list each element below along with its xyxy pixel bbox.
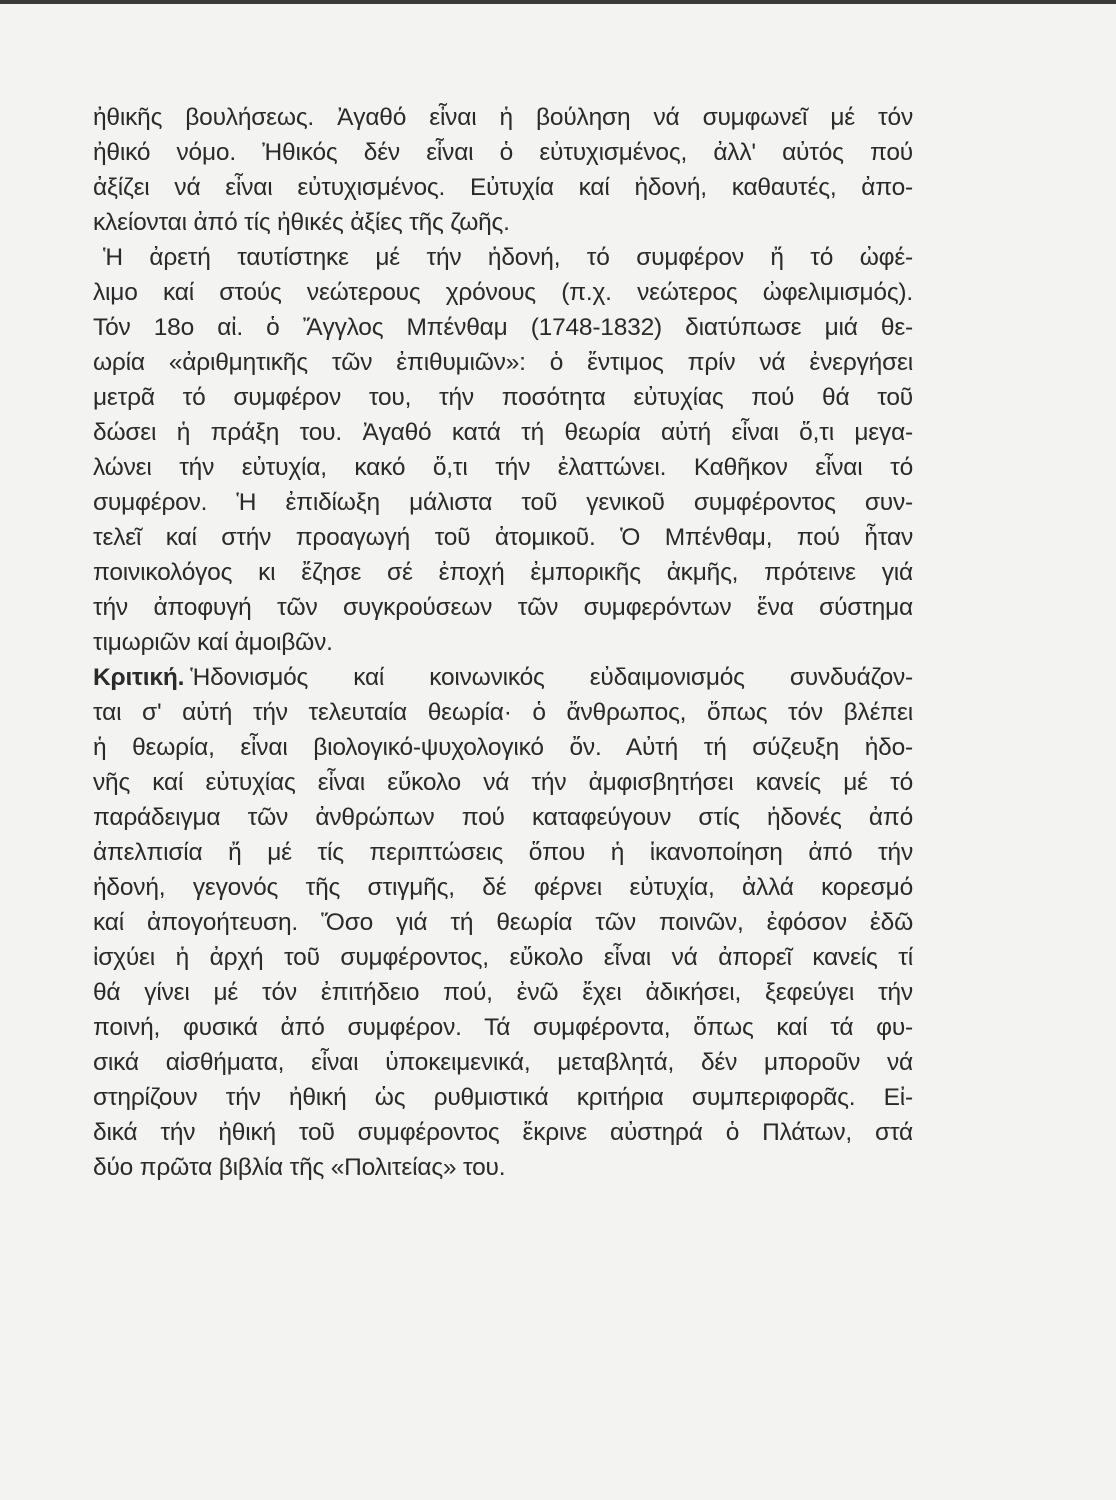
text-line: δικά τήν ἠθική τοῦ συμφέροντος ἔκρινε αὐστηρά ὁ Πλάτων, στά (93, 1119, 913, 1146)
body-text (93, 100, 913, 1185)
text-line: τήν ἀποφυγή τῶν συγκρούσεων τῶν συμφερόντων ἕνα σύστημα (93, 594, 913, 621)
text-line: θά γίνει μέ τόν ἐπιτήδειο πού, ἐνῶ ἔχει ἀδικήσει, ξεφεύγει τήν (93, 979, 913, 1006)
text-line: Τόν 18ο αἰ. ὁ Ἄγγλος Μπένθαμ (1748-1832) διατύπωσε μιά θε- (93, 314, 913, 341)
text-line: ἀξίζει νά εἶναι εὐτυχισμένος. Εὐτυχία καί ἡδονή, καθαυτές, ἀπο- (93, 174, 913, 201)
text-line: λιμο καί στούς νεώτερους χρόνους (π.χ. νεώτερος ὠφελιμισμός). (93, 279, 913, 306)
text-line: σικά αἰσθήματα, εἶναι ὑποκειμενικά, μεταβλητά, δέν μποροῦν νά (93, 1049, 913, 1076)
text-line: νῆς καί εὐτυχίας εἶναι εὔκολο νά τήν ἀμφισβητήσει κανείς μέ τό (93, 769, 913, 796)
text-line: Ἡ ἀρετή ταυτίστηκε μέ τήν ἡδονή, τό συμφέρον ἤ τό ὠφέ- (103, 244, 913, 271)
text-line-content: Ἡδονισμός καί κοινωνικός εὐδαιμονισμός συνδυάζον- (190, 664, 913, 691)
text-line: τιμωριῶν καί ἀμοιβῶν. (93, 629, 333, 656)
section-label: Κριτική. (93, 664, 185, 691)
paragraph (93, 100, 913, 240)
text-line: ποινικολόγος κι ἔζησε σέ ἐποχή ἐμπορικῆς ἀκμῆς, πρότεινε γιά (93, 559, 913, 586)
text-line: ποινή, φυσικά ἀπό συμφέρον. Τά συμφέροντα, ὅπως καί τά φυ- (93, 1014, 913, 1041)
text-line: μετρᾶ τό συμφέρον του, τήν ποσότητα εὐτυχίας πού θά τοῦ (93, 384, 913, 411)
text-line: ἰσχύει ἡ ἀρχή τοῦ συμφέροντος, εὔκολο εἶναι νά ἀπορεῖ κανείς τί (93, 944, 913, 971)
text-line (93, 660, 913, 695)
text-line: ἠθικῆς βουλήσεως. Ἀγαθό εἶναι ἡ βούληση νά συμφωνεῖ μέ τόν (93, 104, 913, 131)
text-line: ἡ θεωρία, εἶναι βιολογικό-ψυχολογικό ὄν. Αὐτή τή σύζευξη ἡδο- (93, 734, 913, 761)
text-line: κλείονται ἀπό τίς ἠθικές ἀξίες τῆς ζωῆς. (93, 209, 510, 236)
text-line: παράδειγμα τῶν ἀνθρώπων πού καταφεύγουν στίς ἡδονές ἀπό (93, 804, 913, 831)
text-line: δύο πρῶτα βιβλία τῆς «Πολιτείας» του. (93, 1154, 506, 1181)
text-line: λώνει τήν εὐτυχία, κακό ὅ,τι τήν ἐλαττώνει. Καθῆκον εἶναι τό (93, 454, 913, 481)
paragraph (93, 660, 913, 1185)
text-line: ωρία «ἀριθμητικῆς τῶν ἐπιθυμιῶν»: ὁ ἔντιμος πρίν νά ἐνεργήσει (93, 349, 913, 376)
text-line: τελεῖ καί στήν προαγωγή τοῦ ἀτομικοῦ. Ὁ Μπένθαμ, πού ἦταν (93, 524, 913, 551)
text-line: ἀπελπισία ἤ μέ τίς περιπτώσεις ὅπου ἡ ἱκανοποίηση ἀπό τήν (93, 839, 913, 866)
text-line: ται σ' αὐτή τήν τελευταία θεωρία· ὁ ἄνθρωπος, ὅπως τόν βλέπει (93, 699, 913, 726)
text-line: δώσει ἡ πράξη του. Ἀγαθό κατά τή θεωρία αὐτή εἶναι ὅ,τι μεγα- (93, 419, 913, 446)
text-line: ἠθικό νόμο. Ἠθικός δέν εἶναι ὁ εὐτυχισμένος, ἀλλ' αὐτός πού (93, 139, 913, 166)
text-line: συμφέρον. Ἡ ἐπιδίωξη μάλιστα τοῦ γενικοῦ συμφέροντος συν- (93, 489, 913, 516)
text-line: ἡδονή, γεγονός τῆς στιγμῆς, δέ φέρνει εὐτυχία, ἀλλά κορεσμό (93, 874, 913, 901)
paragraph (93, 240, 913, 660)
text-line: στηρίζουν τήν ἠθική ὡς ρυθμιστικά κριτήρια συμπεριφορᾶς. Εἰ- (93, 1084, 913, 1111)
page-top-edge (0, 0, 1116, 4)
text-line: καί ἀπογοήτευση. Ὅσο γιά τή θεωρία τῶν ποινῶν, ἐφόσον ἐδῶ (93, 909, 913, 936)
